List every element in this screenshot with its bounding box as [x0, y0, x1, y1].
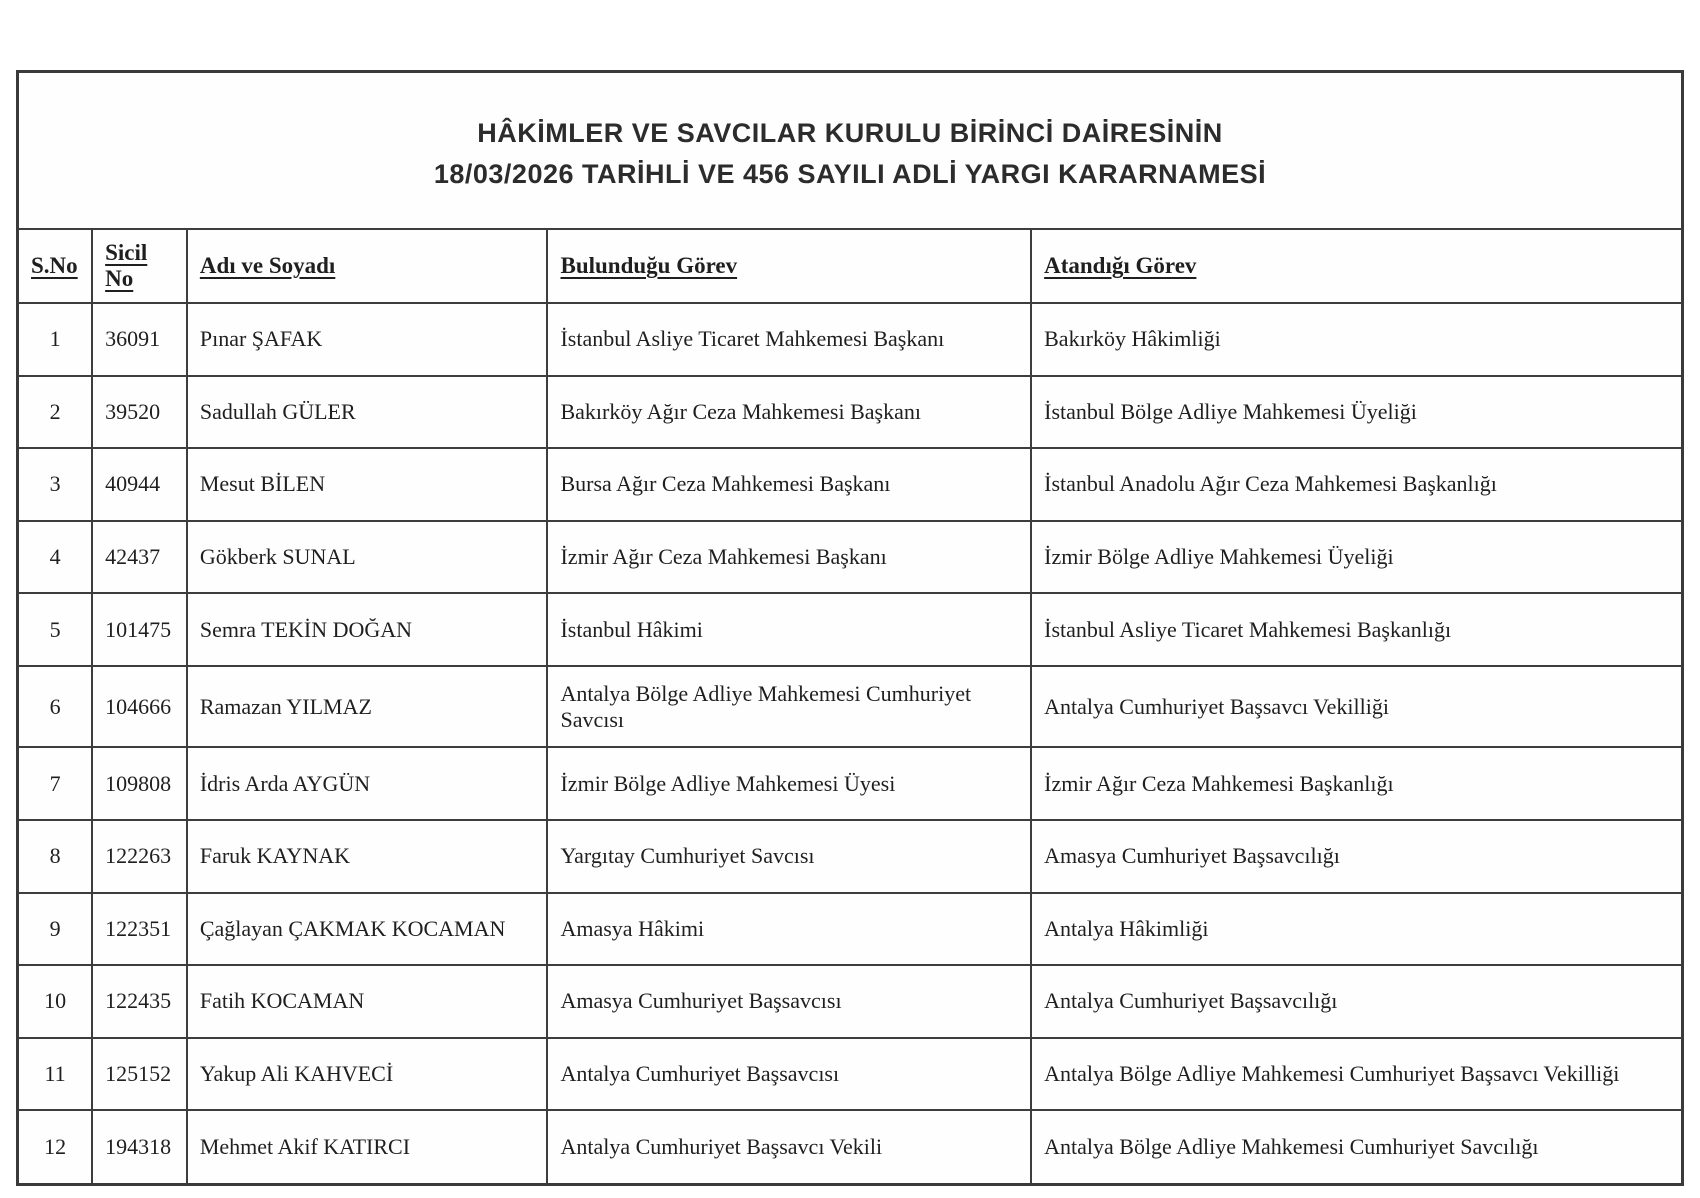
cell-sicil-no: 109808	[92, 747, 187, 820]
cell-name: Yakup Ali KAHVECİ	[187, 1038, 548, 1111]
cell-name: Faruk KAYNAK	[187, 820, 548, 893]
cell-sicil-no: 122351	[92, 893, 187, 966]
header-sicil-no: Sicil No	[92, 229, 187, 303]
document-title	[19, 73, 1681, 228]
cell-current-post: Bakırköy Ağır Ceza Mahkemesi Başkanı	[547, 376, 1031, 449]
cell-assigned-post: İstanbul Asliye Ticaret Mahkemesi Başkanlığı	[1031, 593, 1681, 666]
cell-sno: 7	[19, 747, 92, 820]
cell-assigned-post: Antalya Bölge Adliye Mahkemesi Cumhuriyet Başsavcı Vekilliği	[1031, 1038, 1681, 1111]
table-row	[19, 1110, 1681, 1183]
header-name: Adı ve Soyadı	[187, 229, 548, 303]
cell-name: Pınar ŞAFAK	[187, 303, 548, 376]
table-row	[19, 1038, 1681, 1111]
cell-name: Sadullah GÜLER	[187, 376, 548, 449]
cell-assigned-post: Amasya Cumhuriyet Başsavcılığı	[1031, 820, 1681, 893]
cell-sno: 5	[19, 593, 92, 666]
table-row	[19, 965, 1681, 1038]
cell-current-post: Antalya Cumhuriyet Başsavcısı	[547, 1038, 1031, 1111]
title-line-2: 18/03/2026 TARİHLİ VE 456 SAYILI ADLİ YARGI KARARNAMESİ	[433, 158, 1267, 189]
table-row	[19, 747, 1681, 820]
cell-sno: 2	[19, 376, 92, 449]
cell-sno: 6	[19, 666, 92, 747]
cell-assigned-post: İzmir Ağır Ceza Mahkemesi Başkanlığı	[1031, 747, 1681, 820]
cell-sicil-no: 36091	[92, 303, 187, 376]
cell-current-post: Amasya Cumhuriyet Başsavcısı	[547, 965, 1031, 1038]
cell-sicil-no: 40944	[92, 448, 187, 521]
cell-sicil-no: 104666	[92, 666, 187, 747]
cell-assigned-post: Antalya Bölge Adliye Mahkemesi Cumhuriyet Savcılığı	[1031, 1110, 1681, 1183]
cell-assigned-post: Antalya Cumhuriyet Başsavcı Vekilliği	[1031, 666, 1681, 747]
table-header-row	[19, 229, 1681, 303]
cell-sno: 1	[19, 303, 92, 376]
cell-sno: 10	[19, 965, 92, 1038]
cell-assigned-post: İstanbul Anadolu Ağır Ceza Mahkemesi Başkanlığı	[1031, 448, 1681, 521]
title-line-1: HÂKİMLER VE SAVCILAR KURULU BİRİNCİ DAİRESİNİN	[477, 118, 1223, 148]
cell-sicil-no: 125152	[92, 1038, 187, 1111]
cell-name: Çağlayan ÇAKMAK KOCAMAN	[187, 893, 548, 966]
header-current-post: Bulunduğu Görev	[547, 229, 1031, 303]
table-row	[19, 666, 1681, 747]
cell-current-post: İstanbul Hâkimi	[547, 593, 1031, 666]
cell-assigned-post: İzmir Bölge Adliye Mahkemesi Üyeliği	[1031, 521, 1681, 594]
table-row	[19, 820, 1681, 893]
cell-sno: 3	[19, 448, 92, 521]
cell-current-post: Antalya Cumhuriyet Başsavcı Vekili	[547, 1110, 1031, 1183]
header-assigned-post: Atandığı Görev	[1031, 229, 1681, 303]
cell-sicil-no: 42437	[92, 521, 187, 594]
table-row	[19, 376, 1681, 449]
cell-current-post: Amasya Hâkimi	[547, 893, 1031, 966]
cell-current-post: İzmir Bölge Adliye Mahkemesi Üyesi	[547, 747, 1031, 820]
cell-sno: 8	[19, 820, 92, 893]
cell-sicil-no: 39520	[92, 376, 187, 449]
cell-sno: 4	[19, 521, 92, 594]
table-row	[19, 448, 1681, 521]
cell-name: İdris Arda AYGÜN	[187, 747, 548, 820]
cell-name: Fatih KOCAMAN	[187, 965, 548, 1038]
cell-current-post: Yargıtay Cumhuriyet Savcısı	[547, 820, 1031, 893]
appointments-table	[19, 228, 1681, 1183]
table-row	[19, 521, 1681, 594]
cell-name: Gökberk SUNAL	[187, 521, 548, 594]
cell-sicil-no: 122263	[92, 820, 187, 893]
cell-name: Mesut BİLEN	[187, 448, 548, 521]
cell-sno: 9	[19, 893, 92, 966]
cell-sno: 12	[19, 1110, 92, 1183]
table-row	[19, 303, 1681, 376]
cell-assigned-post: İstanbul Bölge Adliye Mahkemesi Üyeliği	[1031, 376, 1681, 449]
cell-assigned-post: Antalya Cumhuriyet Başsavcılığı	[1031, 965, 1681, 1038]
cell-assigned-post: Antalya Hâkimliği	[1031, 893, 1681, 966]
cell-sicil-no: 122435	[92, 965, 187, 1038]
cell-sno: 11	[19, 1038, 92, 1111]
decree-document	[16, 70, 1684, 1186]
header-sno: S.No	[19, 229, 92, 303]
cell-current-post: İzmir Ağır Ceza Mahkemesi Başkanı	[547, 521, 1031, 594]
table-row	[19, 893, 1681, 966]
cell-name: Semra TEKİN DOĞAN	[187, 593, 548, 666]
cell-assigned-post: Bakırköy Hâkimliği	[1031, 303, 1681, 376]
table-row	[19, 593, 1681, 666]
table-body	[19, 303, 1681, 1183]
cell-name: Mehmet Akif KATIRCI	[187, 1110, 548, 1183]
cell-sicil-no: 194318	[92, 1110, 187, 1183]
cell-sicil-no: 101475	[92, 593, 187, 666]
cell-current-post: Antalya Bölge Adliye Mahkemesi Cumhuriyet Savcısı	[547, 666, 1031, 747]
cell-current-post: Bursa Ağır Ceza Mahkemesi Başkanı	[547, 448, 1031, 521]
cell-current-post: İstanbul Asliye Ticaret Mahkemesi Başkanı	[547, 303, 1031, 376]
cell-name: Ramazan YILMAZ	[187, 666, 548, 747]
